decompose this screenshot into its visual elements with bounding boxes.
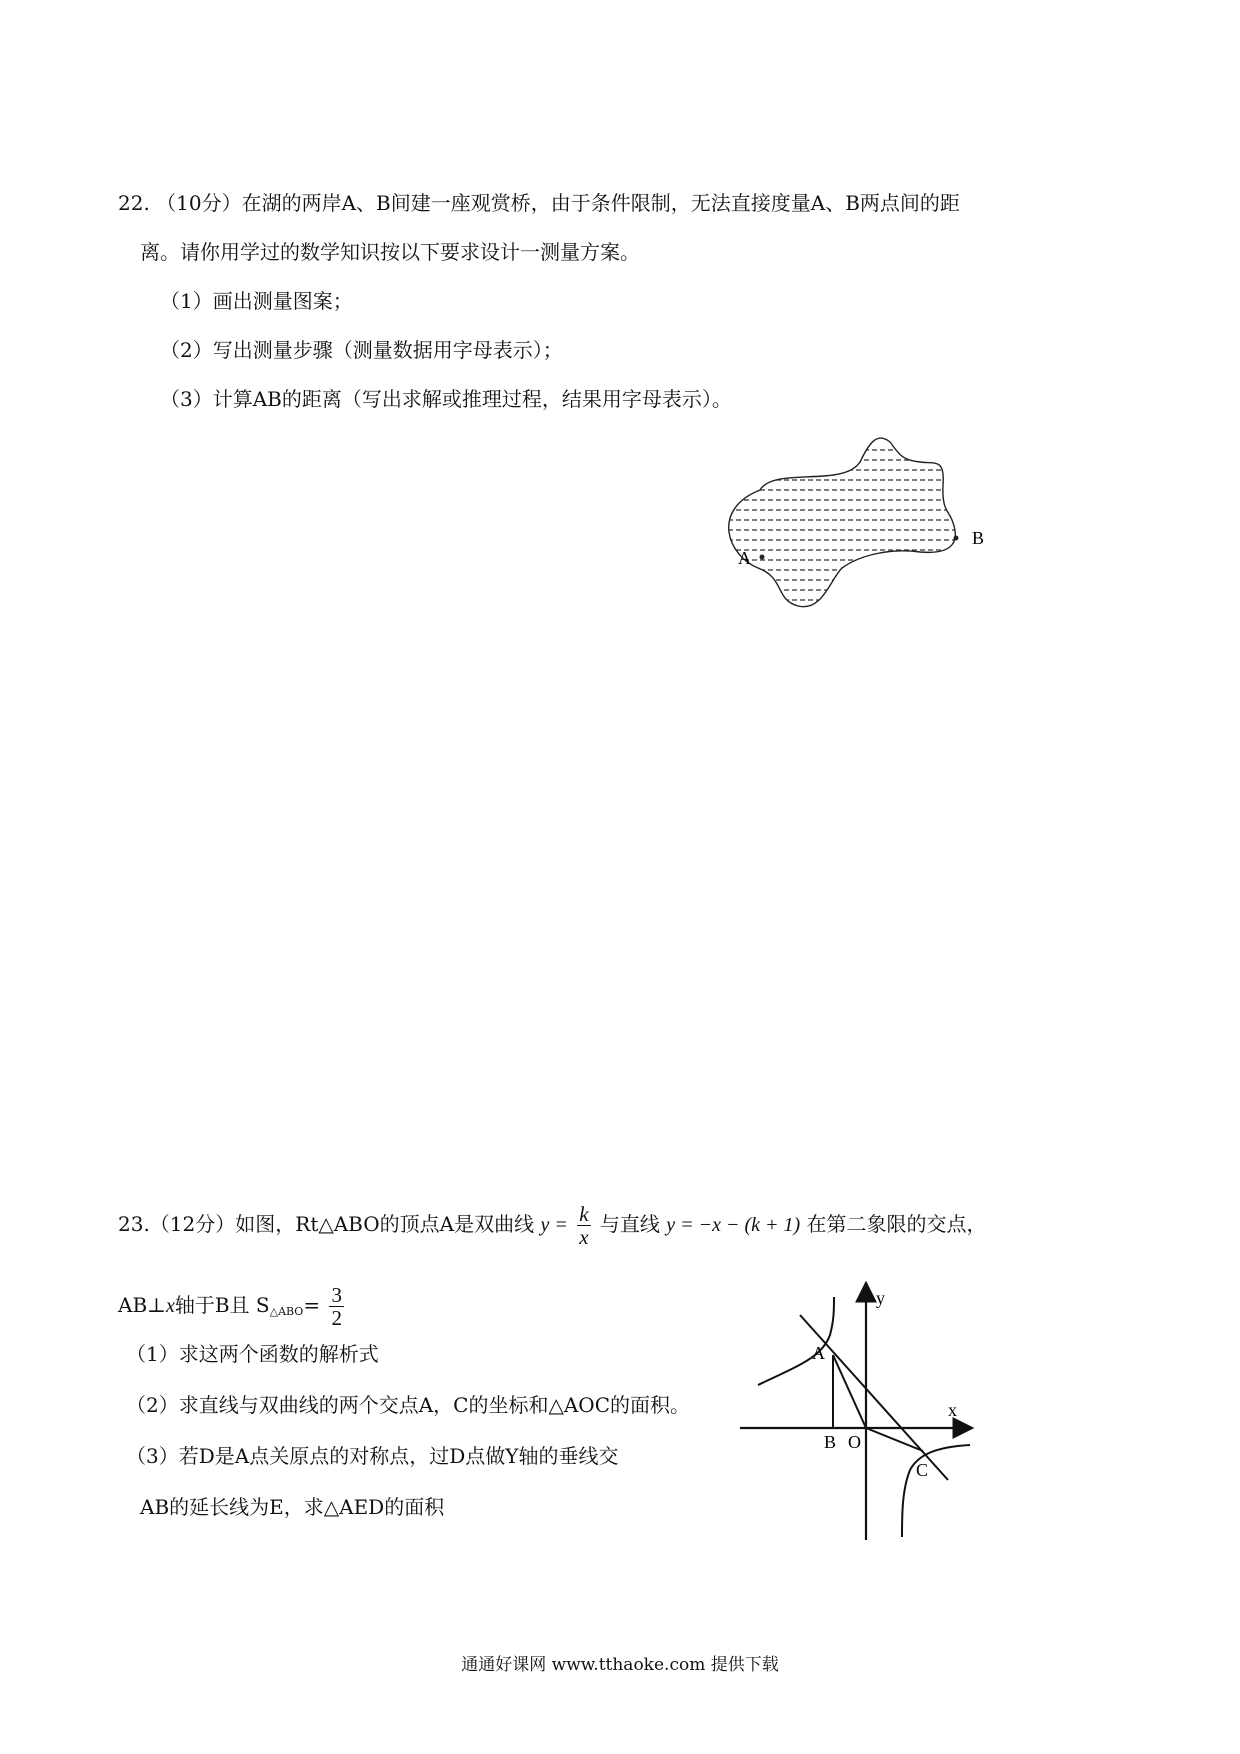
- q23-item-3-cont: AB的延长线为E，求△AED的面积: [140, 1495, 445, 1519]
- hyperbola-figure: [730, 1275, 1000, 1545]
- eq2: y = −x − (k + 1): [666, 1214, 801, 1237]
- hyperbola-branch-lower: [902, 1445, 970, 1537]
- label-point-b: B: [972, 528, 985, 548]
- q23-area-equals: =: [303, 1293, 321, 1318]
- eq1-numerator: k: [579, 1202, 589, 1226]
- q23-item-1: （1）求这两个函数的解析式: [126, 1342, 379, 1366]
- q23-area-label: 轴于B且 S: [174, 1293, 270, 1318]
- q23-item-3: （3）若D是A点关原点的对称点，过D点做Y轴的垂线交: [126, 1444, 619, 1468]
- eq1-denominator: x: [579, 1225, 589, 1250]
- q23-intro: 23.（12分）如图，Rt△ABO的顶点A是双曲线: [118, 1212, 535, 1237]
- q23-line2: [118, 1284, 347, 1329]
- q23-item-2: （2）求直线与双曲线的两个交点A，C的坐标和△AOC的面积。: [126, 1393, 690, 1417]
- area-numerator: 3: [331, 1283, 342, 1307]
- segment-oc: [866, 1428, 923, 1451]
- q22-item-1: （1）画出测量图案；: [160, 289, 353, 313]
- line-ac: [800, 1315, 948, 1480]
- area-fraction: [329, 1284, 344, 1329]
- eq1-fraction: [577, 1203, 590, 1248]
- q23-tail: 在第二象限的交点，: [806, 1212, 987, 1237]
- q22-line2: 离。请你用学过的数学知识按以下要求设计一测量方案。: [140, 240, 640, 264]
- q22-item-3: （3）计算AB的距离（写出求解或推理过程，结果用字母表示）。: [160, 387, 732, 411]
- lake-figure: [720, 430, 1000, 620]
- label-c: C: [916, 1460, 929, 1480]
- lake-outline: [729, 438, 956, 607]
- q22-item-2: （2）写出测量步骤（测量数据用字母表示）；: [160, 338, 563, 362]
- q23-area-subscript: △ABO: [269, 1305, 304, 1319]
- label-o: O: [848, 1432, 861, 1452]
- point-a-marker: [760, 555, 765, 560]
- segment-oa: [833, 1355, 866, 1428]
- label-point-a: A: [738, 548, 751, 568]
- eq1-lhs: y =: [540, 1214, 568, 1237]
- label-b: B: [824, 1432, 837, 1452]
- q23-ab-perp: AB⊥: [118, 1293, 166, 1318]
- label-x: x: [948, 1400, 957, 1420]
- label-y: y: [876, 1288, 885, 1308]
- point-b-marker: [954, 536, 959, 541]
- q23-line1: [118, 1203, 987, 1248]
- label-a: A: [812, 1343, 825, 1363]
- footer: 通通好课网 www.tthaoke.com 提供下载: [461, 1655, 779, 1675]
- q23-mid: 与直线: [599, 1212, 660, 1237]
- area-denominator: 2: [331, 1306, 342, 1331]
- q22-line1: 22. （10分）在湖的两岸A、B间建一座观赏桥，由于条件限制，无法直接度量A、B两点间的距: [118, 191, 960, 215]
- q23-x-var: x: [165, 1295, 175, 1318]
